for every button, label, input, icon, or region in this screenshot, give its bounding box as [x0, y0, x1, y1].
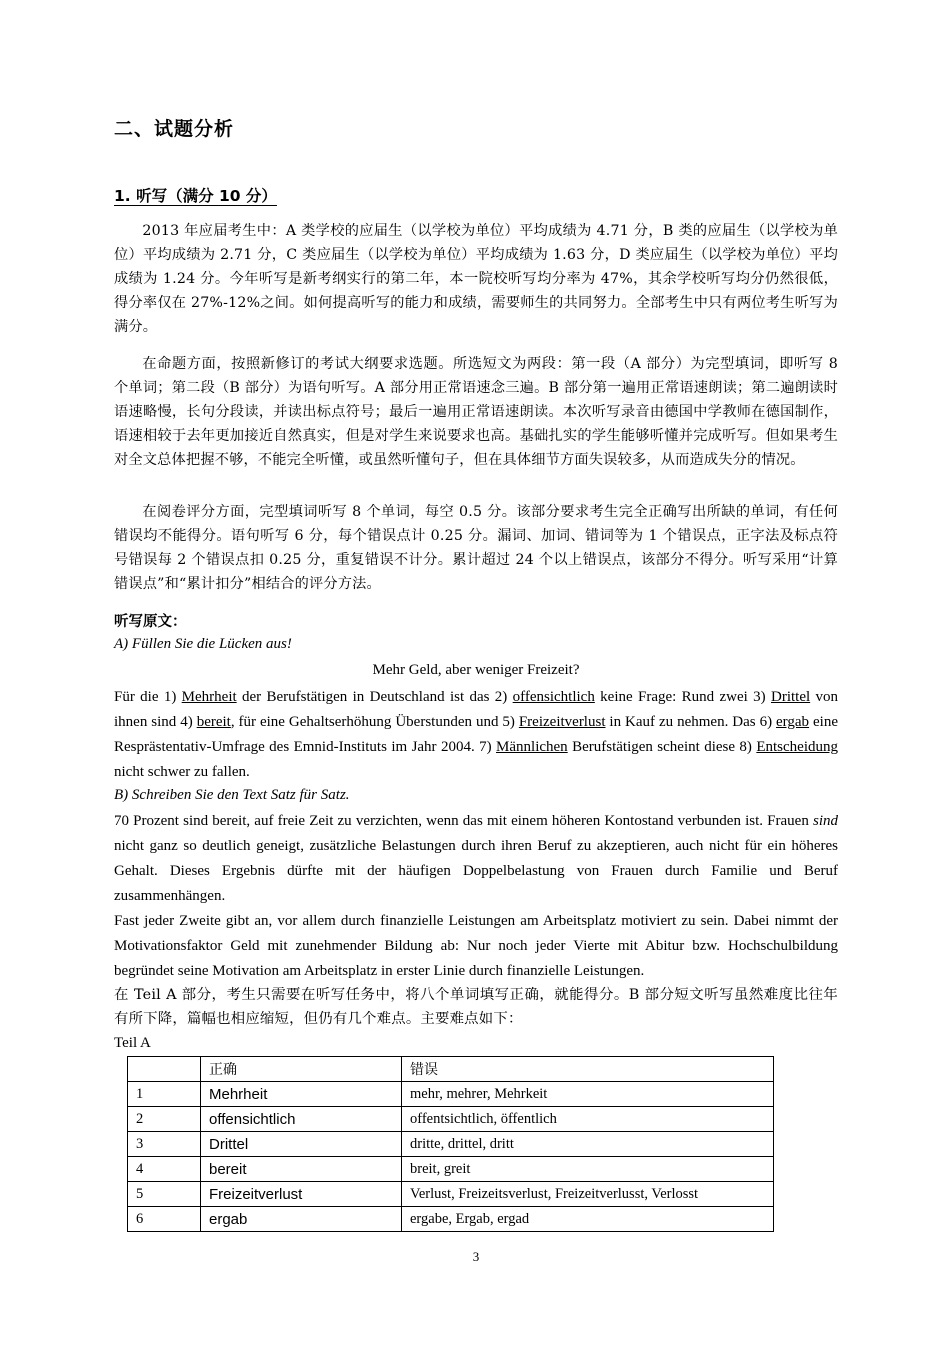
table-header-cell: 错误 — [402, 1057, 774, 1082]
table-cell: ergabe, Ergab, ergad — [402, 1207, 774, 1232]
table-cell: 6 — [128, 1207, 201, 1232]
part-b-paragraph-1: 70 Prozent sind bereit, auf freie Zeit zu verzichten, wenn das mit einem höheren Kontostand verbunden ist. Frauen sind nicht ganz so deutlich geneigt, zusätzliche Belastungen durch ihren Beruf zu akzeptieren, auch nicht für ein höheres Gehalt. Dieses Ergebnis dürfte mit der häufigen Doppelbelastung von Frauen durch Familie und Beruf zusammenhängen. — [114, 813, 838, 904]
part-a-instruction: A) Füllen Sie die Lücken aus! — [114, 636, 292, 652]
table-row — [128, 1082, 774, 1107]
error-table — [127, 1056, 774, 1232]
table-cell: mehr, mehrer, Mehrkeit — [402, 1082, 774, 1107]
table-row — [128, 1157, 774, 1182]
paragraph-results: 2013 年应届考生中：A 类学校的应届生（以学校为单位）平均成绩为 4.71 分，B 类的应届生（以学校为单位）平均成绩为 2.71 分，C 类应届生（以学校为单位）平均成绩为 1.63 分，D 类应届生（以学校为单位）平均成绩为 1.24 分。今年听写是新考纲实行的第二年，本一院校听写均分率为 47%，其余学校听写均分仍然很低，得分率仅在 27%-12%之间。如何提高听写的能力和成绩，需要师生的共同努力。全部考生中只有两位考生听写为满分。 — [114, 223, 838, 335]
paragraph-difficulties: 在 Teil A 部分，考生只需要在听写任务中，将八个单词填写正确，就能得分。B 部分短文听写虽然难度比往年有所下降，篇幅也相应缩短，但仍有几个难点。主要难点如下： — [114, 987, 838, 1027]
table-cell: breit, greit — [402, 1157, 774, 1182]
table-cell: 1 — [128, 1082, 201, 1107]
table-cell: 5 — [128, 1182, 201, 1207]
table-header-cell — [128, 1057, 201, 1082]
gap-word: offensichtlich — [512, 689, 595, 705]
table-header-cell: 正确 — [201, 1057, 402, 1082]
table-cell: Verlust, Freizeitsverlust, Freizeitverlusst, Verlosst — [402, 1182, 774, 1207]
section-title: 二、试题分析 — [114, 118, 235, 140]
gap-word: ergab — [776, 714, 810, 730]
table-cell: 3 — [128, 1132, 201, 1157]
table-cell: dritte, drittel, dritt — [402, 1132, 774, 1157]
gap-word: Männlichen — [496, 739, 568, 755]
dictation-title: Mehr Geld, aber weniger Freizeit? — [372, 662, 580, 678]
page-number: 3 — [472, 1249, 480, 1264]
gap-word: bereit — [196, 714, 231, 730]
gap-word: Entscheidung — [756, 739, 838, 755]
gap-word: Mehrheit — [181, 689, 237, 705]
table-row — [128, 1207, 774, 1232]
part-b-instruction: B) Schreiben Sie den Text Satz für Satz. — [114, 787, 350, 803]
original-text-label: 听写原文： — [114, 614, 187, 630]
table-row — [128, 1107, 774, 1132]
part-b-paragraph-2: Fast jeder Zweite gibt an, vor allem durch finanzielle Leistungen am Arbeitsplatz motiviert zu sein. Dabei nimmt der Motivationsfaktor Geld mit zunehmender Bildung ab: Nur noch jeder Vierte mit Abitur bzw. Hochschulbildung begründet seine Motivation am Arbeitsplatz in erster Linie durch finanzielle Leistungen. — [114, 913, 838, 979]
paragraph-question-design: 在命题方面，按照新修订的考试大纲要求选题。所选短文为两段：第一段（A 部分）为完型填词，即听写 8 个单词；第二段（B 部分）为语句听写。A 部分用正常语速念三遍。B 部分第一遍用正常语速朗读；第二遍朗读时语速略慢，长句分段读，并读出标点符号；最后一遍用正常语速朗读。本次听写录音由德国中学教师在德国制作，语速相较于去年更加接近自然真实，但是对学生来说要求也高。基础扎实的学生能够听懂并完成听写。但如果考生对全文总体把握不够，不能完全听懂，或虽然听懂句子，但在具体细节方面失误较多，从而造成失分的情况。 — [114, 356, 838, 468]
table-row — [128, 1182, 774, 1207]
table-cell: Mehrheit — [201, 1082, 402, 1107]
table-cell: offensichtlich — [201, 1107, 402, 1132]
table-header-row — [128, 1057, 774, 1082]
gap-word: Drittel — [771, 689, 811, 705]
table-cell: offentsichtlich, öffentlich — [402, 1107, 774, 1132]
table-row — [128, 1132, 774, 1157]
table-cell: bereit — [201, 1157, 402, 1182]
table-cell: Drittel — [201, 1132, 402, 1157]
subsection-title: 1. 听写（满分 10 分） — [114, 187, 277, 205]
paragraph-grading: 在阅卷评分方面，完型填词听写 8 个单词，每空 0.5 分。该部分要求考生完全正确写出所缺的单词，有任何错误均不能得分。语句听写 6 分，每个错误点计 0.25 分。漏词、加词、错词等为 1 个错误点，正字法及标点符号错误每 2 个错误点扣 0.25 分，重复错误不计分。累计超过 24 个以上错误点，该部分不得分。听写采用“计算错误点”和“累计扣分”相结合的评分方法。 — [114, 504, 838, 592]
table-cell: ergab — [201, 1207, 402, 1232]
teil-a-label: Teil A — [114, 1035, 151, 1051]
table-cell: Freizeitverlust — [201, 1182, 402, 1207]
table-cell: 2 — [128, 1107, 201, 1132]
gap-word: Freizeitverlust — [518, 714, 606, 730]
table-cell: 4 — [128, 1157, 201, 1182]
part-a-text: Für die 1) Mehrheit der Berufstätigen in Deutschland ist das 2) offensichtlich keine Frage: Rund zwei 3) Drittel von ihnen sind 4) bereit, für eine Gehaltserhöhung Überstunden und 5) Freizeitverlust in Kauf zu nehmen. Das 6) ergab eine Resprästentativ-Umfrage des Emnid-Instituts im Jahr 2004. 7) Männlichen Berufstätigen scheint diese 8) Entscheidung nicht schwer zu fallen. — [114, 689, 838, 780]
